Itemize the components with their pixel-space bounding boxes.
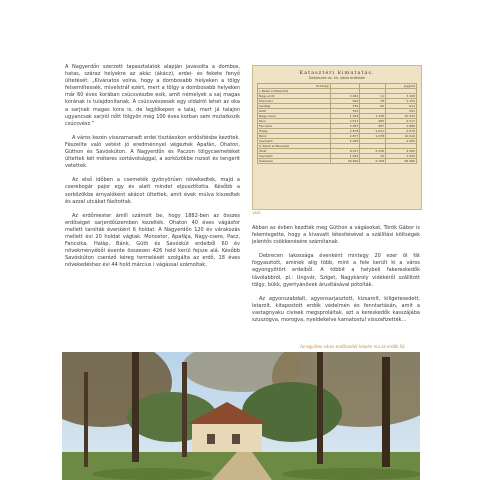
table-cell: 695: [330, 99, 360, 104]
table-cell: I. Belső erdőkerület: [258, 89, 331, 94]
table-cell: 1.886: [386, 124, 417, 129]
cadastral-table: [257, 83, 417, 164]
table-cell: 2.538: [360, 149, 386, 154]
paragraph: A Nagyerdőn szerzett tapasztalatok alapján javasolta a dombos, hatas, száraz helyekre az akác (ákácz), erdei- és fekete fenyő ültetését. „Kívánatos volna, hogy a dombosabb helyeken a tölgy felsemlítessék, mivelstráf ezért, mert a tölgy a dombosabb helyeken már 60 éves korában csúcsvészbe esik, amit némelyek a saj magas korának is tulajdonítanak. A csúcsvészesek egy oldalról lehet az oka a sarjnak magas kora is, de legjlőkepen a talaj, mert já talajon ugyancsak sarjról nőtt tölgyön még 100 éves korban sem mutatkozik csúcsvész.”: [65, 64, 240, 127]
table-cell: 1.155: [386, 99, 417, 104]
table-cell: 485: [360, 119, 386, 124]
table-cell: 611: [386, 104, 417, 109]
table-cell: 591: [386, 109, 417, 114]
table-cell: 60: [360, 104, 386, 109]
table-cell: 3.108: [386, 94, 417, 99]
table-cell: Monostor: [258, 99, 331, 104]
table-cell: 591: [330, 109, 360, 114]
table-cell: Apafája: [258, 104, 331, 109]
photo-illustration: [62, 352, 420, 480]
table-cell: Nagy-erdő: [258, 94, 331, 99]
photo-caption: Az együtes város erdőtanítói helyén ma az erdők fái: [300, 344, 405, 349]
table-cell: 2.065: [386, 139, 417, 144]
table-cell: Savóskút: [258, 154, 331, 159]
table-caption: 1882: [252, 211, 261, 215]
right-text-column: [252, 225, 420, 331]
table-cell: 1.078: [360, 134, 386, 139]
table-cell: Összesen: [258, 159, 331, 164]
table-cell: 1.338: [360, 114, 386, 119]
table-cell: 987: [360, 124, 386, 129]
table-row: [258, 159, 417, 164]
table-cell: Ohat: [258, 149, 331, 154]
table-cell: 1.031: [360, 129, 386, 134]
table-cell: Fancsika: [258, 124, 331, 129]
table-cell: 2.587: [330, 124, 360, 129]
table-cell: 2.517: [330, 119, 360, 124]
table-subtitle: Debreczen sz. kir. város erdeinek: [308, 76, 366, 80]
table-cell: 11: [360, 94, 386, 99]
table-cell: 1.364: [330, 114, 360, 119]
table-cell: 1.094: [330, 154, 360, 159]
table-cell: 4.585: [386, 149, 417, 154]
table-cell: Haláp: [258, 129, 331, 134]
forest-house-photo: [62, 352, 420, 480]
paragraph: Az erdőmester ámlíl számolt be, hogy 1882-ben az összes erdőséget sarjerdőüzemben kezelték. Ohaton 40 éves vágásfor mellett tarolták évenként 6 holdat. A Nagyerdőn 120 év várakozás mellett évi 20 holdat vágtak. Monostor, Apafája, Nagy-csere, Pacz, Fancsika, Haláp, Bánk, Güth és Savóskút erdeiből 60 év növekményéből évente összesen 426 hold kerül fejsze alá. Később Savóskúton cseréző kéreg termelését szolgálta az erdő, 18 éves növekedéshez évi 44 hold március i vágással számoltak.: [65, 212, 240, 269]
paragraph: Az agyonszabdalt, agyonsarjasztott, kizsarolt, kiligetesedett, letarolt, kitapostott erdők védelmén és fenntartásán, amit a vastagnyaku civisek megsproláltak, azt a kereskedők kasszájába szuszogva, morogva, nyeldekelve kamatostul visszafizették...: [252, 295, 420, 324]
table-cell: 3.061: [330, 94, 360, 99]
table-cell: II. Külső erdőkerület: [258, 144, 331, 149]
table-cell: 26.990: [330, 159, 360, 164]
table-cell: Pacz: [258, 119, 331, 124]
paragraph: Az első időben a csemeték gyönyörűen növekedtek, majd a cserebogár pajor egy év alatt mindet elpusztította. Később a sorközökbe árnyalóként akácot ültettek, amit évek múlva kiszedtek és azzal utcákat fásítottak.: [65, 177, 240, 205]
table-cell: Nagy-csere: [258, 114, 331, 119]
table-cell: Savóskút: [258, 139, 331, 144]
table-cell: 2.678: [330, 129, 360, 134]
left-text-column: [65, 64, 240, 276]
table-cell: 536: [330, 104, 360, 109]
table-cell: 2.877: [330, 134, 360, 139]
table-cell: 2.678: [386, 129, 417, 134]
table-cell: 78: [360, 99, 386, 104]
table-cell: 10.323: [386, 114, 417, 119]
paragraph: A város kezén visszamaradt erdei tisztásokon erdősítésbe kezdtek. Fészeilte való vetést jó eredménnyel végeztek Apafán, Ohaton, Güthon és Savóskúton. A Nagyerdőn és Paczon tölgycsemetéket ültettek két méteres sortávolsággal, a sorközökbe rozsot és tengerit vetettek.: [65, 134, 240, 170]
table-cell: 9.708: [360, 159, 386, 164]
table-cell: 8.337: [330, 149, 360, 154]
paragraph: Debrecen lakossága évenként mintegy 20 ezer öl fát fogyasztott, aminek alig több, mint a fele került ki a város agyongyötört erdeiből. A többit a helybeli fakereskedők távolabbról, pl.: Ungvár, Sziget, Nagykároly vidékéről szállított tölgy, bükk, gyertyánövek árusításával pótolták.: [252, 253, 420, 288]
table-cell: Bánk: [258, 134, 331, 139]
table-cell: 2.065: [330, 139, 360, 144]
table-header-cell: Jegyzet: [386, 84, 417, 89]
table-cell: 16: [360, 154, 386, 159]
paragraph: Abban az évben kezdték meg Güthon a vágásokat, Török Gábor is felemlegette, hogy a kivavatt létesítésével a szállítási költségek jelentős csökkenésére számítanak.: [252, 225, 420, 246]
table-cell: Güth: [258, 109, 331, 114]
table-cell: 69.486: [386, 159, 417, 164]
table-title: Katasztéri kimutatás.: [299, 70, 375, 76]
table-cell: 10.540: [386, 134, 417, 139]
cadastral-table-image: [252, 65, 422, 210]
table-header-cell: Erdőség: [258, 84, 331, 89]
table-cell: 1.094: [386, 154, 417, 159]
table-cell: 2.517: [386, 119, 417, 124]
